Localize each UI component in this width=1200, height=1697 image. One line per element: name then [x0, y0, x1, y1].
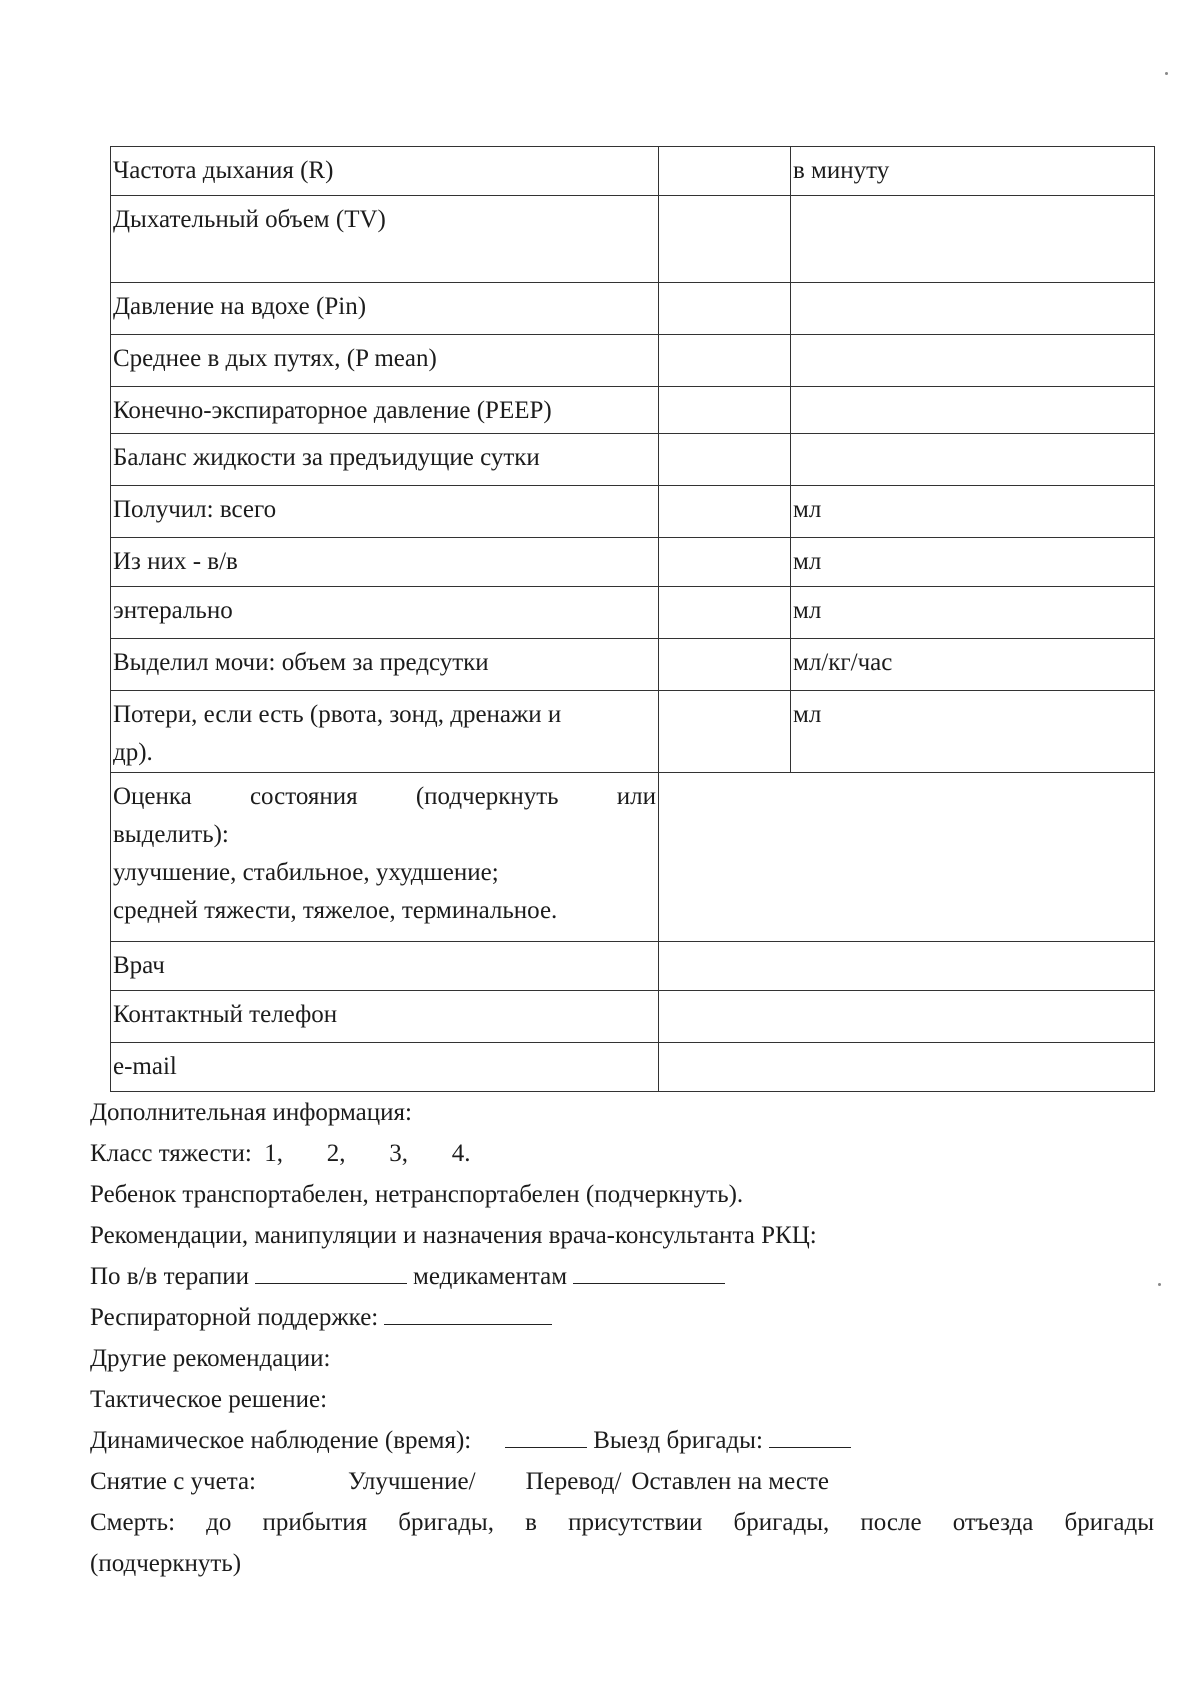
additional-info-heading: Дополнительная информация:	[90, 1099, 412, 1126]
assessment-line: улучшение, стабильное, ухудшение;	[113, 859, 499, 886]
respiratory-line	[90, 1297, 1154, 1338]
additional-notes	[90, 1092, 1154, 1584]
iv-therapy-blank[interactable]	[255, 1257, 407, 1284]
table-row	[111, 587, 1155, 639]
tactical-decision-line: Тактическое решение:	[90, 1386, 328, 1413]
doctor-label: Врач	[111, 942, 659, 991]
value-cell[interactable]	[659, 691, 791, 773]
row-label: Из них - в/в	[111, 538, 659, 587]
unit-cell: мл/кг/час	[791, 639, 1155, 691]
value-cell[interactable]	[659, 335, 791, 387]
other-recommendations-line: Другие рекомендации:	[90, 1345, 331, 1372]
value-cell[interactable]	[659, 587, 791, 639]
row-label: Дыхательный объем (TV)	[111, 196, 659, 283]
row-label: Конечно-экспираторное давление (PEEP)	[111, 387, 659, 434]
assessment-label	[111, 773, 659, 942]
row-label: Среднее в дых путях, (P mean)	[111, 335, 659, 387]
dynamic-label: Динамическое наблюдение (время):	[90, 1427, 472, 1454]
email-value-cell[interactable]	[659, 1043, 1155, 1092]
team-departure-label: Выезд бригады:	[593, 1427, 763, 1454]
unit-cell	[791, 434, 1155, 486]
unit-cell: мл	[791, 538, 1155, 587]
severity-option[interactable]: 4.	[451, 1140, 471, 1167]
recommendations-line: Рекомендации, манипуляции и назначения врача-консультанта РКЦ:	[90, 1222, 817, 1249]
table-row	[111, 387, 1155, 434]
unit-cell	[791, 335, 1155, 387]
row-label: Получил: всего	[111, 486, 659, 538]
unit-cell	[791, 387, 1155, 434]
transportable-line: Ребенок транспортабелен, нетранспортабелен (подчеркнуть).	[90, 1181, 744, 1208]
team-departure-blank[interactable]	[769, 1421, 851, 1448]
unit-cell: мл	[791, 691, 1155, 773]
row-label: Баланс жидкости за предъидущие сутки	[111, 434, 659, 486]
deregister-label: Снятие с учета:	[90, 1468, 256, 1495]
table-row	[111, 283, 1155, 335]
table-row	[111, 538, 1155, 587]
death-line: Смерть: до прибытия бригады, в присутствии бригады, после отъезда бригады	[90, 1509, 1154, 1536]
severity-option[interactable]: 1,	[264, 1140, 284, 1167]
transfer-option[interactable]: Перевод/	[525, 1468, 622, 1495]
doctor-row	[111, 942, 1155, 991]
table-row	[111, 639, 1155, 691]
severity-label: Класс тяжести:	[90, 1140, 252, 1167]
left-in-place-option[interactable]: Оставлен на месте	[631, 1468, 829, 1495]
row-label: Давление на вдохе (Pin)	[111, 283, 659, 335]
value-cell[interactable]	[659, 283, 791, 335]
value-cell[interactable]	[659, 147, 791, 196]
respiratory-blank[interactable]	[384, 1298, 552, 1325]
value-cell[interactable]	[659, 434, 791, 486]
medications-blank[interactable]	[573, 1257, 725, 1284]
doctor-value-cell[interactable]	[659, 942, 1155, 991]
assessment-line: выделить):	[113, 821, 229, 848]
value-cell[interactable]	[659, 538, 791, 587]
row-label: Частота дыхания (R)	[111, 147, 659, 196]
severity-line	[90, 1133, 1154, 1174]
iv-therapy-line	[90, 1256, 1154, 1297]
table-row	[111, 196, 1155, 283]
unit-cell	[791, 283, 1155, 335]
assessment-line: средней тяжести, тяжелое, терминальное.	[113, 897, 558, 924]
row-label-line: Потери, если есть (рвота, зонд, дренажи и	[113, 701, 562, 728]
scan-speck	[1165, 72, 1168, 75]
dynamic-time-blank[interactable]	[505, 1421, 587, 1448]
value-cell[interactable]	[659, 486, 791, 538]
unit-cell: в минуту	[791, 147, 1155, 196]
severity-option[interactable]: 3,	[389, 1140, 409, 1167]
table-row	[111, 434, 1155, 486]
assessment-line: Оценка состояния (подчеркнуть или	[113, 783, 656, 810]
row-label	[111, 691, 659, 773]
improvement-option[interactable]: Улучшение/	[348, 1468, 476, 1495]
phone-label: Контактный телефон	[111, 991, 659, 1043]
phone-value-cell[interactable]	[659, 991, 1155, 1043]
dynamic-observation-line	[90, 1420, 1154, 1461]
value-cell[interactable]	[659, 639, 791, 691]
respiratory-label: Респираторной поддержке:	[90, 1304, 379, 1331]
table-row	[111, 335, 1155, 387]
table-row	[111, 147, 1155, 196]
value-cell[interactable]	[659, 196, 791, 283]
row-label: Выделил мочи: объем за предсутки	[111, 639, 659, 691]
unit-cell: мл	[791, 486, 1155, 538]
underline-note: (подчеркнуть)	[90, 1550, 242, 1577]
email-label: e-mail	[111, 1043, 659, 1092]
severity-option[interactable]: 2,	[326, 1140, 346, 1167]
value-cell[interactable]	[659, 387, 791, 434]
phone-row	[111, 991, 1155, 1043]
scan-speck	[1158, 1283, 1161, 1286]
table-row	[111, 486, 1155, 538]
assessment-value-cell[interactable]	[659, 773, 1155, 942]
email-row	[111, 1043, 1155, 1092]
deregister-line	[90, 1461, 1154, 1502]
row-label: энтерально	[111, 587, 659, 639]
unit-cell	[791, 196, 1155, 283]
row-label-line: др).	[113, 739, 153, 766]
unit-cell: мл	[791, 587, 1155, 639]
medications-label: медикаментам	[413, 1263, 568, 1290]
table-row	[111, 691, 1155, 773]
assessment-row	[111, 773, 1155, 942]
iv-therapy-label: По в/в терапии	[90, 1263, 250, 1290]
patient-status-table	[110, 146, 1155, 1092]
